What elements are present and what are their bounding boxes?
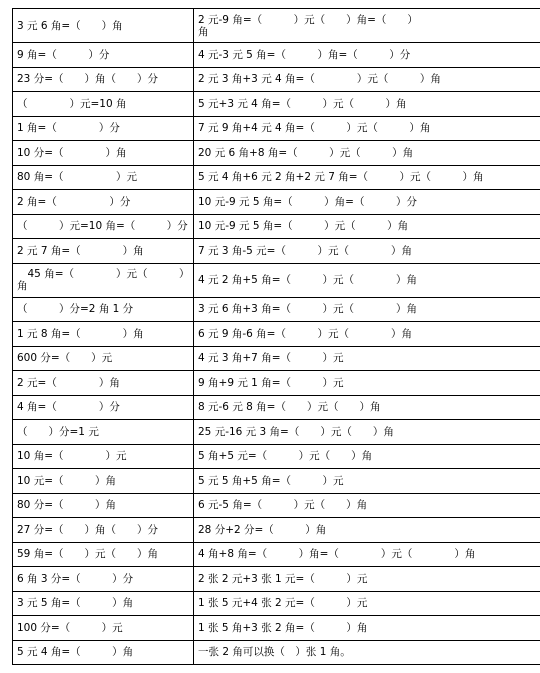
question-cell-right: 25 元-16 元 3 角=（ ）元（ ）角	[194, 420, 540, 445]
question-cell-right: 2 元 3 角+3 元 4 角=（ ）元（ ）角	[194, 67, 540, 92]
question-cell-right: 1 张 5 元+4 张 2 元=（ ）元	[194, 591, 540, 616]
question-cell-left: （ ）元=10 角	[13, 92, 194, 117]
question-cell-right: 5 角+5 元=（ ）元（ ）角	[194, 444, 540, 469]
question-cell-right: 9 角+9 元 1 角=（ ）元	[194, 371, 540, 396]
question-cell-right: 5 元 4 角+6 元 2 角+2 元 7 角=（ ）元（ ）角	[194, 165, 540, 190]
table-row	[13, 371, 540, 396]
question-cell-right: 4 元 3 角+7 角=（ ）元	[194, 346, 540, 371]
question-cell-right: 1 张 5 角+3 张 2 角=（ ）角	[194, 616, 540, 641]
question-cell-left: 9 角=（ ）分	[13, 43, 194, 68]
worksheet-body	[13, 9, 540, 665]
question-cell-left: 1 元 8 角=（ ）角	[13, 322, 194, 347]
question-cell-left: 5 元 4 角=（ ）角	[13, 640, 194, 665]
question-cell-right: 28 分+2 分=（ ）角	[194, 518, 540, 543]
question-cell-left: 27 分=（ ）角（ ）分	[13, 518, 194, 543]
question-cell-left: 1 角=（ ）分	[13, 116, 194, 141]
table-row	[13, 444, 540, 469]
question-cell-right: 4 元 2 角+5 角=（ ）元（ ）角	[194, 263, 540, 297]
question-cell-right: 2 元-9 角=（ ）元（ ）角=（ ） 角	[194, 9, 540, 43]
table-row	[13, 420, 540, 445]
table-row	[13, 92, 540, 117]
table-row	[13, 43, 540, 68]
table-row	[13, 493, 540, 518]
question-cell-right: 10 元-9 元 5 角=（ ）角=（ ）分	[194, 190, 540, 215]
question-cell-left: （ ）元=10 角=（ ）分	[13, 214, 194, 239]
question-cell-left: 600 分=（ ）元	[13, 346, 194, 371]
table-row	[13, 297, 540, 322]
question-cell-right: 7 元 9 角+4 元 4 角=（ ）元（ ）角	[194, 116, 540, 141]
question-cell-left: 80 角=（ ）元	[13, 165, 194, 190]
question-cell-left: 2 角=（ ）分	[13, 190, 194, 215]
question-cell-left: 2 元 7 角=（ ）角	[13, 239, 194, 264]
question-cell-left: 3 元 6 角=（ ）角	[13, 9, 194, 43]
question-cell-left: 59 角=（ ）元（ ）角	[13, 542, 194, 567]
question-cell-left: 3 元 5 角=（ ）角	[13, 591, 194, 616]
question-cell-left: 4 角=（ ）分	[13, 395, 194, 420]
table-row	[13, 567, 540, 592]
question-cell-left: 100 分=（ ）元	[13, 616, 194, 641]
question-cell-right: 8 元-6 元 8 角=（ ）元（ ）角	[194, 395, 540, 420]
table-row	[13, 190, 540, 215]
question-cell-right: 4 元-3 元 5 角=（ ）角=（ ）分	[194, 43, 540, 68]
question-cell-left: 6 角 3 分=（ ）分	[13, 567, 194, 592]
table-row	[13, 67, 540, 92]
question-cell-right: 2 张 2 元+3 张 1 元=（ ）元	[194, 567, 540, 592]
question-cell-left: 23 分=（ ）角（ ）分	[13, 67, 194, 92]
table-row	[13, 116, 540, 141]
table-row	[13, 640, 540, 665]
table-row	[13, 469, 540, 494]
table-row	[13, 165, 540, 190]
table-row	[13, 346, 540, 371]
question-cell-left: 10 分=（ ）角	[13, 141, 194, 166]
question-cell-right: 5 元 5 角+5 角=（ ）元	[194, 469, 540, 494]
worksheet-table	[12, 8, 540, 665]
question-cell-right: 20 元 6 角+8 角=（ ）元（ ）角	[194, 141, 540, 166]
table-row	[13, 542, 540, 567]
table-row	[13, 263, 540, 297]
table-row	[13, 214, 540, 239]
question-cell-right: 一张 2 角可以换（ ）张 1 角。	[194, 640, 540, 665]
table-row	[13, 9, 540, 43]
question-cell-right: 6 元 9 角-6 角=（ ）元（ ）角	[194, 322, 540, 347]
table-row	[13, 141, 540, 166]
question-cell-left: 2 元=（ ）角	[13, 371, 194, 396]
question-cell-left: 10 元=（ ）角	[13, 469, 194, 494]
table-row	[13, 518, 540, 543]
question-cell-right: 3 元 6 角+3 角=（ ）元（ ）角	[194, 297, 540, 322]
question-cell-right: 6 元-5 角=（ ）元（ ）角	[194, 493, 540, 518]
question-cell-left: 45 角=（ ）元（ ） 角	[13, 263, 194, 297]
table-row	[13, 322, 540, 347]
table-row	[13, 591, 540, 616]
question-cell-left: （ ）分=1 元	[13, 420, 194, 445]
table-row	[13, 395, 540, 420]
question-cell-left: 10 角=（ ）元	[13, 444, 194, 469]
question-cell-right: 5 元+3 元 4 角=（ ）元（ ）角	[194, 92, 540, 117]
question-cell-right: 4 角+8 角=（ ）角=（ ）元（ ）角	[194, 542, 540, 567]
table-row	[13, 239, 540, 264]
question-cell-left: （ ）分=2 角 1 分	[13, 297, 194, 322]
table-row	[13, 616, 540, 641]
question-cell-left: 80 分=（ ）角	[13, 493, 194, 518]
question-cell-right: 10 元-9 元 5 角=（ ）元（ ）角	[194, 214, 540, 239]
question-cell-right: 7 元 3 角-5 元=（ ）元（ ）角	[194, 239, 540, 264]
